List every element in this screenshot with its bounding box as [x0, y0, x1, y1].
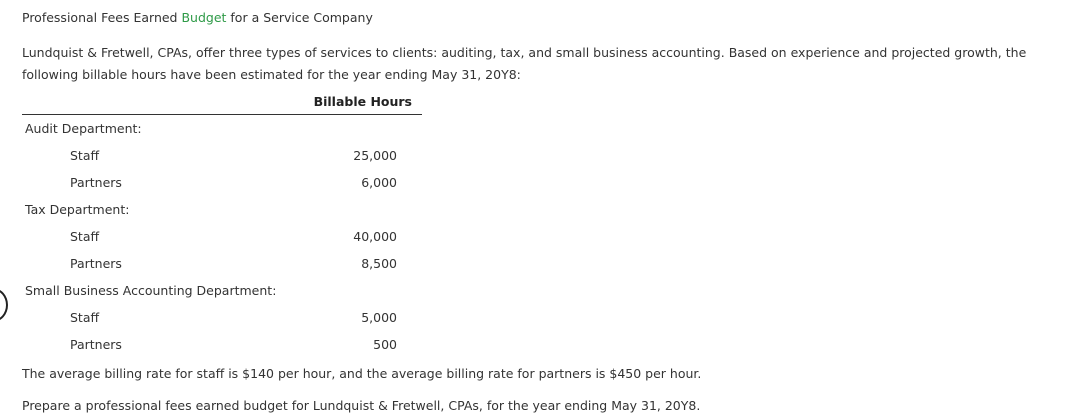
- row-label: Staff: [70, 229, 100, 244]
- table-row-tax-department: [0, 202, 430, 218]
- table-row-small-business-partners: [0, 337, 430, 353]
- table-header: [22, 92, 422, 115]
- instruction-text: Prepare a professional fees earned budget for Lundquist & Fretwell, CPAs, for the year ending May 31, 20Y8.: [22, 398, 701, 413]
- row-label: Tax Department:: [25, 202, 130, 217]
- billable-hours-header: Billable Hours: [313, 94, 412, 109]
- row-label: Partners: [70, 256, 122, 271]
- table-row-audit-staff: [0, 148, 430, 164]
- row-label: Staff: [70, 148, 100, 163]
- billing-rates-text: The average billing rate for staff is $140 per hour, and the average billing rate for partners is $450 per hour.: [22, 366, 702, 381]
- table-row-tax-partners: [0, 256, 430, 272]
- title-prefix: Professional Fees Earned: [22, 10, 182, 25]
- row-label: Staff: [70, 310, 100, 325]
- budget-link[interactable]: Budget: [181, 10, 227, 25]
- row-value: 40,000: [353, 229, 397, 244]
- title-suffix: for a Service Company: [226, 10, 373, 25]
- row-label: Audit Department:: [25, 121, 142, 136]
- row-value: 5,000: [361, 310, 397, 325]
- table-row-small-business-department: [0, 283, 430, 299]
- table-row-tax-staff: [0, 229, 430, 245]
- row-value: 500: [373, 337, 397, 352]
- page-title: [22, 11, 373, 25]
- table-row-audit-department: [0, 121, 430, 137]
- row-value: 8,500: [361, 256, 397, 271]
- intro-paragraph: Lundquist & Fretwell, CPAs, offer three types of services to clients: auditing, tax, and small business accounting. Based on experience and projected growth, the following billable hours have been estimated for the year ending May 31, 20Y8:: [22, 45, 1027, 82]
- row-value: 6,000: [361, 175, 397, 190]
- row-label: Partners: [70, 175, 122, 190]
- row-label: Small Business Accounting Department:: [25, 283, 277, 298]
- table-row-audit-partners: [0, 175, 430, 191]
- table-row-small-business-staff: [0, 310, 430, 326]
- row-value: 25,000: [353, 148, 397, 163]
- row-label: Partners: [70, 337, 122, 352]
